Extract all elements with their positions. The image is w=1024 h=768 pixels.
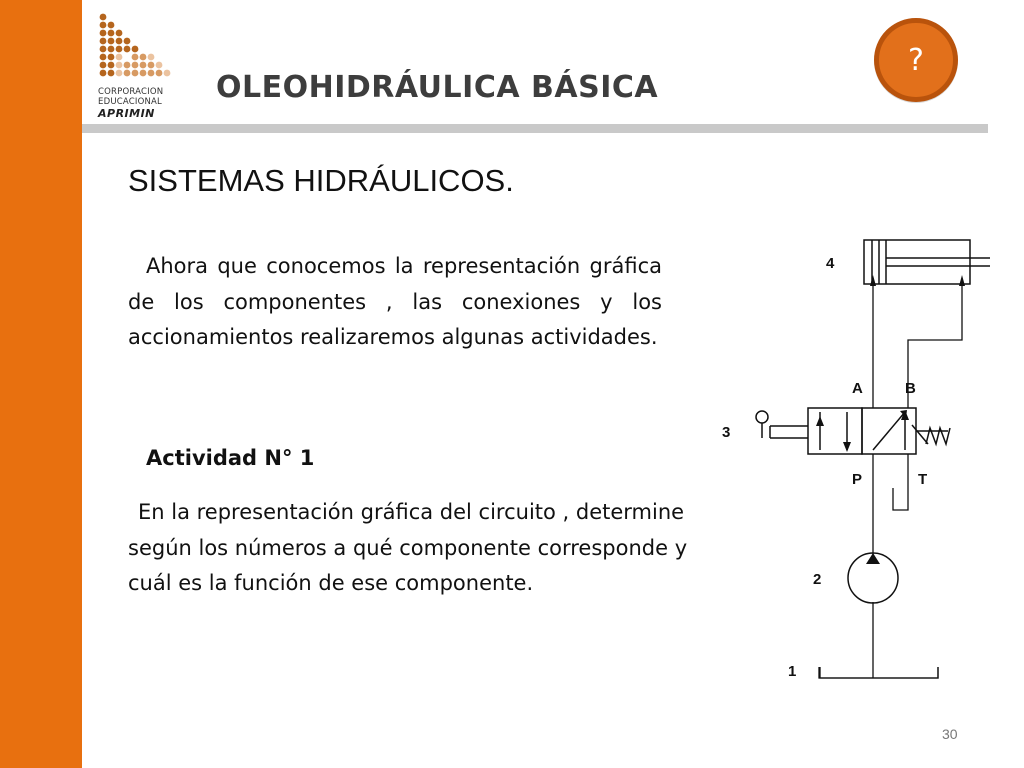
directional-control-valve xyxy=(756,408,950,454)
help-button[interactable] xyxy=(874,18,958,102)
label-4: 4 xyxy=(826,255,835,272)
side-accent-bar xyxy=(0,0,82,768)
page-number: 30 xyxy=(942,726,958,742)
reservoir-tank xyxy=(820,667,938,678)
activity-paragraph: En la representación gráfica del circuito , determine según los números a qué componente corresponde y cuál es la función de ese componente. xyxy=(128,500,688,595)
logo-line-2: EDUCACIONAL xyxy=(98,97,162,107)
port-p-label: P xyxy=(852,471,863,488)
logo-line-1: CORPORACION xyxy=(98,87,164,97)
port-b-label: B xyxy=(905,380,916,397)
activity-title: Actividad N° 1 xyxy=(146,446,315,470)
hydraulic-lines xyxy=(819,286,962,678)
logo-dots-icon xyxy=(98,12,178,86)
logo-line-3: APRIMIN xyxy=(98,107,155,120)
help-label: ? xyxy=(908,42,924,78)
label-1: 1 xyxy=(788,663,797,680)
page-title: OLEOHIDRÁULICA BÁSICA xyxy=(216,70,659,105)
port-a-label: A xyxy=(852,380,863,397)
port-t-label: T xyxy=(918,471,928,488)
section-subtitle: SISTEMAS HIDRÁULICOS. xyxy=(128,163,514,198)
title-divider xyxy=(82,124,988,133)
intro-paragraph: Ahora que conocemos la representación gráfica de los componentes , las conexiones y los accionamientos realizaremos algunas actividades. xyxy=(128,254,662,349)
double-acting-cylinder xyxy=(864,240,990,284)
aprimin-logo xyxy=(98,12,178,118)
label-3: 3 xyxy=(722,424,731,441)
label-2: 2 xyxy=(813,571,822,588)
hydraulic-circuit-diagram xyxy=(700,230,990,690)
hydraulic-pump xyxy=(848,553,898,603)
